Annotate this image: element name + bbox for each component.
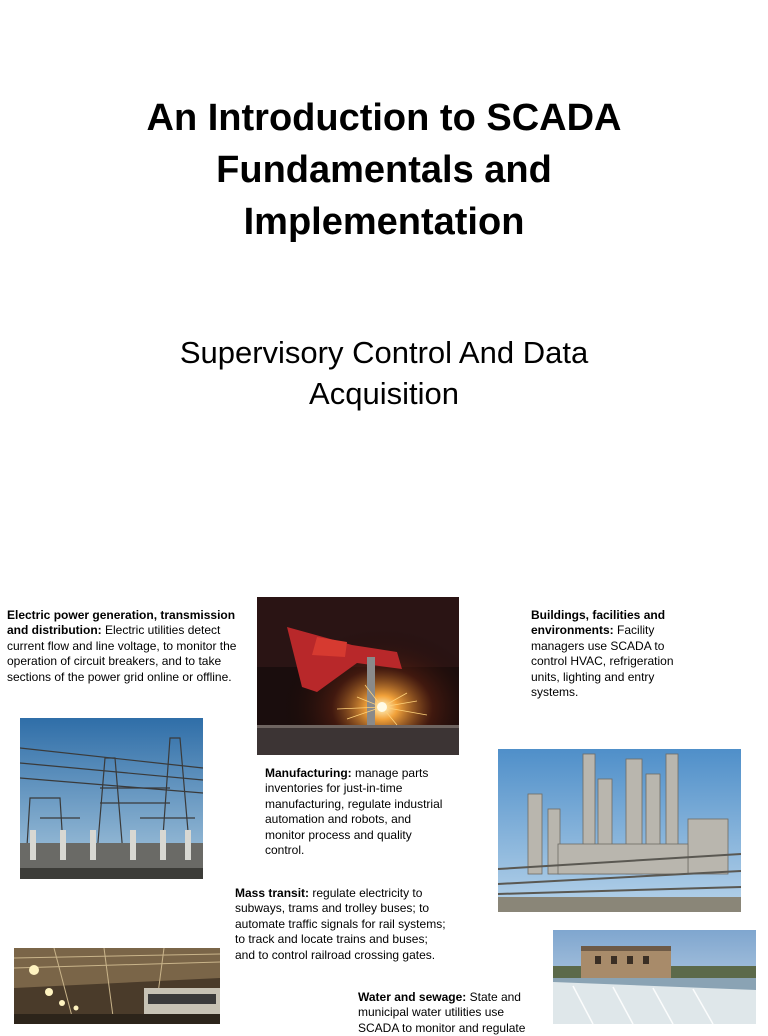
title-line: An Introduction to SCADA: [146, 97, 622, 139]
caption-heading: Water and sewage:: [358, 990, 467, 1004]
substation-photo: [20, 718, 203, 879]
subtitle-line: Supervisory Control And Data: [179, 335, 589, 370]
caption-body: Facility managers use SCADA to control HVAC, refrigeration units, lighting and entry systems.: [531, 623, 674, 700]
caption-body: manage parts inventories for just-in-time manufacturing, regulate industrial automation and robots, and monitor process and quality control.: [265, 766, 443, 858]
caption-mass-transit: [235, 886, 447, 963]
refinery-photo: [498, 749, 741, 912]
title-line: Fundamentals and: [216, 149, 552, 191]
caption-heading: Electric power generation, transmission and distribution:: [7, 608, 236, 638]
caption-heading: Manufacturing:: [265, 766, 352, 780]
caption-body: regulate electricity to subways, trams and trolley buses; to automate traffic signals for rail systems; to track and locate trains and buses; and to control railroad crossing gates.: [235, 886, 446, 962]
dam-photo: [553, 930, 756, 1024]
title-line: Implementation: [243, 201, 525, 243]
train-station-photo: [14, 948, 220, 1024]
caption-body: Electric utilities detect current flow and line voltage, to monitor the operation of circuit breakers, and to take sections of the power grid online or offline.: [7, 623, 237, 684]
caption-heading: Mass transit:: [235, 886, 310, 900]
caption-water-sewage: [358, 990, 548, 1036]
caption-electric-power: [7, 608, 239, 685]
caption-heading: Buildings, facilities and environments:: [531, 608, 666, 638]
slide-subtitle: [60, 332, 708, 414]
subtitle-line: Acquisition: [309, 376, 459, 411]
welding-photo: [257, 597, 459, 755]
caption-body: State and municipal water utilities use SCADA to monitor and regulate: [358, 990, 526, 1035]
caption-manufacturing: [265, 766, 445, 858]
slide-title: [40, 92, 728, 248]
caption-buildings: [531, 608, 693, 700]
